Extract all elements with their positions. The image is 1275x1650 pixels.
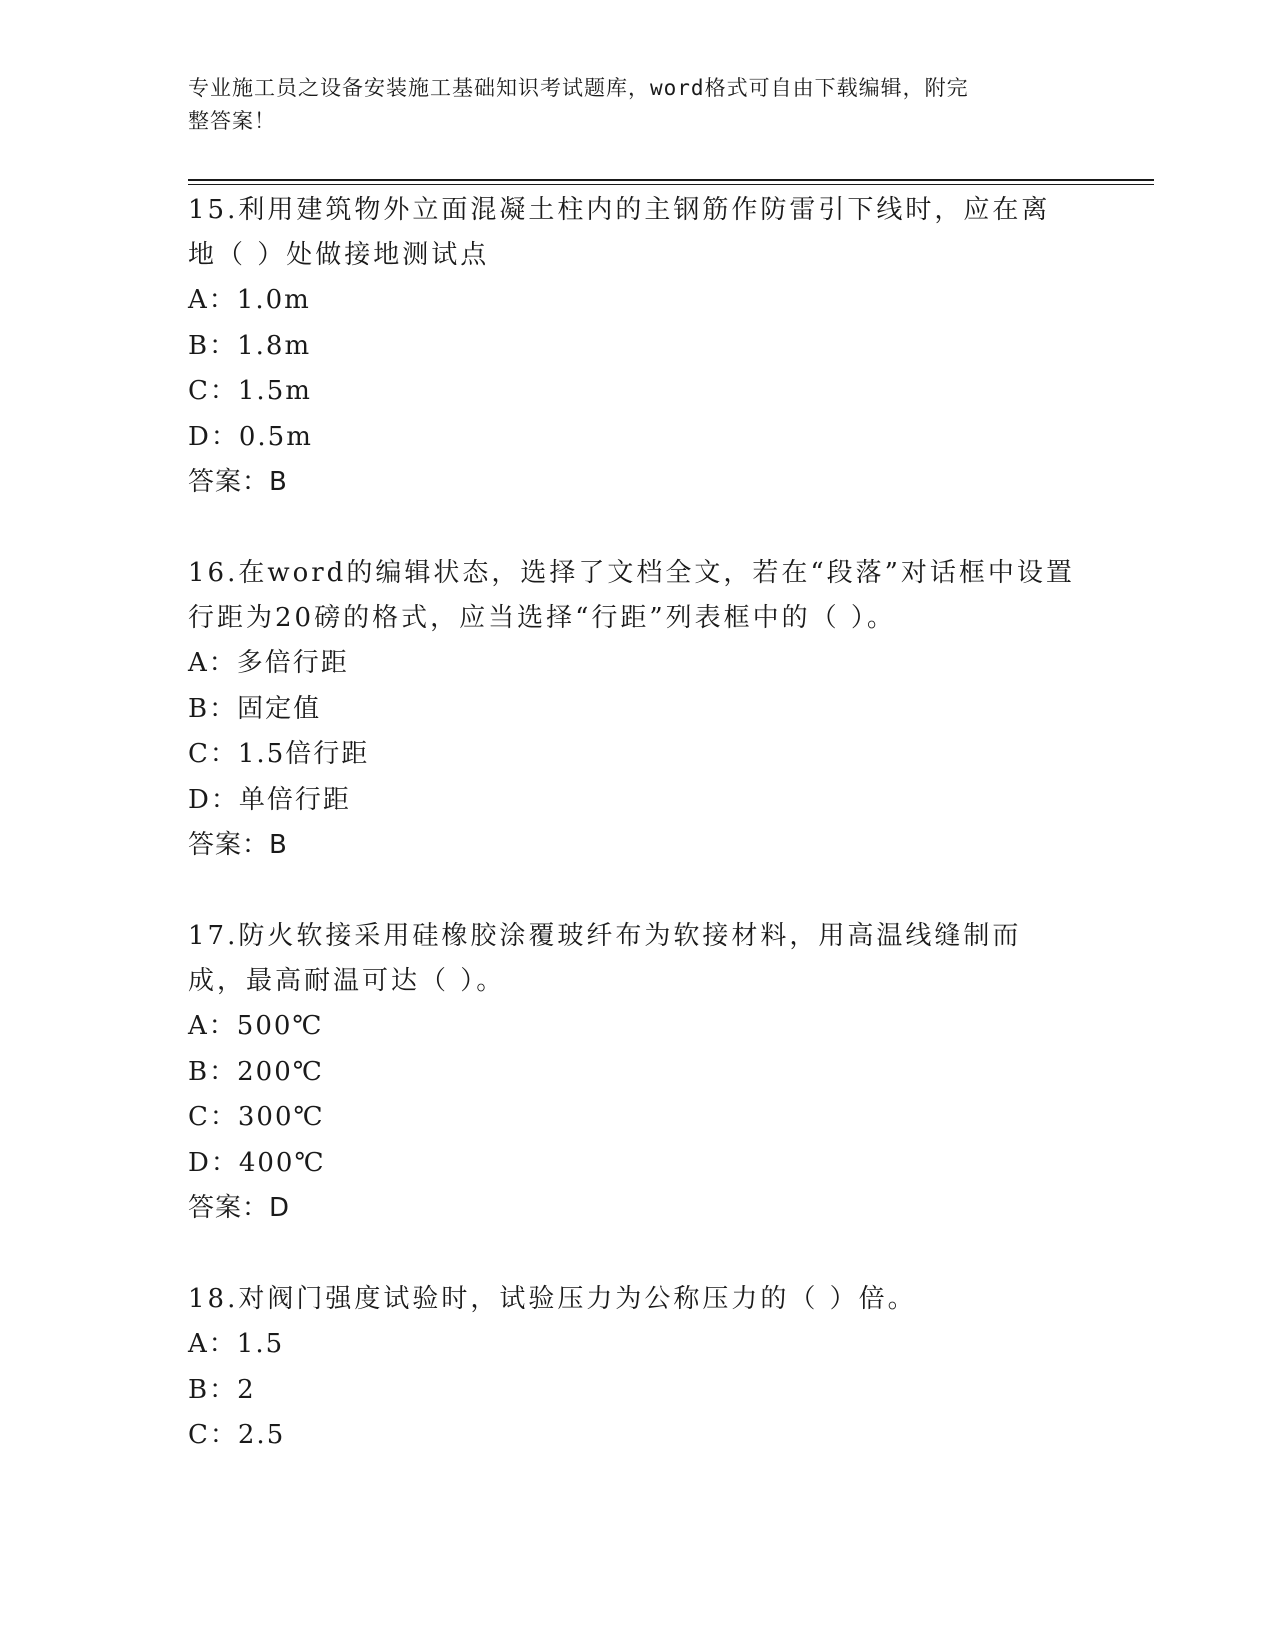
question-18 [188, 1277, 1078, 1459]
option-d: D：400℃ [188, 1147, 326, 1178]
answer-text: 答案：D [188, 1193, 291, 1223]
option-c: C：300℃ [188, 1102, 325, 1132]
option-a: A：1.5 [188, 1329, 285, 1359]
option-c: C：1.5倍行距 [188, 739, 370, 769]
question-17 [188, 914, 1078, 1232]
question-15 [188, 188, 1078, 506]
header-divider-thick [188, 179, 1154, 181]
question-text: 16.在word的编辑状态，选择了文档全文，若在“段落”对话框中设置行距为20磅的格式，应当选择“行距”列表框中的（ ）。 [188, 558, 1075, 633]
option-d: D：0.5m [188, 421, 313, 452]
option-c: C：2.5 [188, 1420, 286, 1450]
document-header [188, 72, 1068, 138]
option-a: A：多倍行距 [188, 648, 349, 678]
option-a: A：1.0m [188, 285, 311, 315]
option-b: B：2 [188, 1374, 256, 1405]
option-d: D：单倍行距 [188, 784, 351, 815]
question-text: 18.对阀门强度试验时，试验压力为公称压力的（ ）倍。 [188, 1284, 917, 1314]
question-text: 17.防火软接采用硅橡胶涂覆玻纤布为软接材料，用高温线缝制而成，最高耐温可达（ ）。 [188, 921, 1022, 996]
header-title-line-1: 专业施工员之设备安装施工基础知识考试题库，word格式可自由下载编辑，附完 [188, 76, 969, 100]
header-divider-thin [188, 184, 1154, 185]
option-b: B：固定值 [188, 693, 322, 724]
option-c: C：1.5m [188, 376, 312, 406]
option-b: B：200℃ [188, 1056, 324, 1087]
option-a: A：500℃ [188, 1011, 324, 1041]
header-title-line-2: 整答案！ [188, 109, 276, 133]
answer-text: 答案：B [188, 830, 288, 860]
option-b: B：1.8m [188, 330, 312, 361]
answer-text: 答案：B [188, 467, 288, 497]
question-16 [188, 551, 1078, 869]
question-text: 15.利用建筑物外立面混凝土柱内的主钢筋作防雷引下线时，应在离地（ ）处做接地测试点 [188, 195, 1051, 270]
